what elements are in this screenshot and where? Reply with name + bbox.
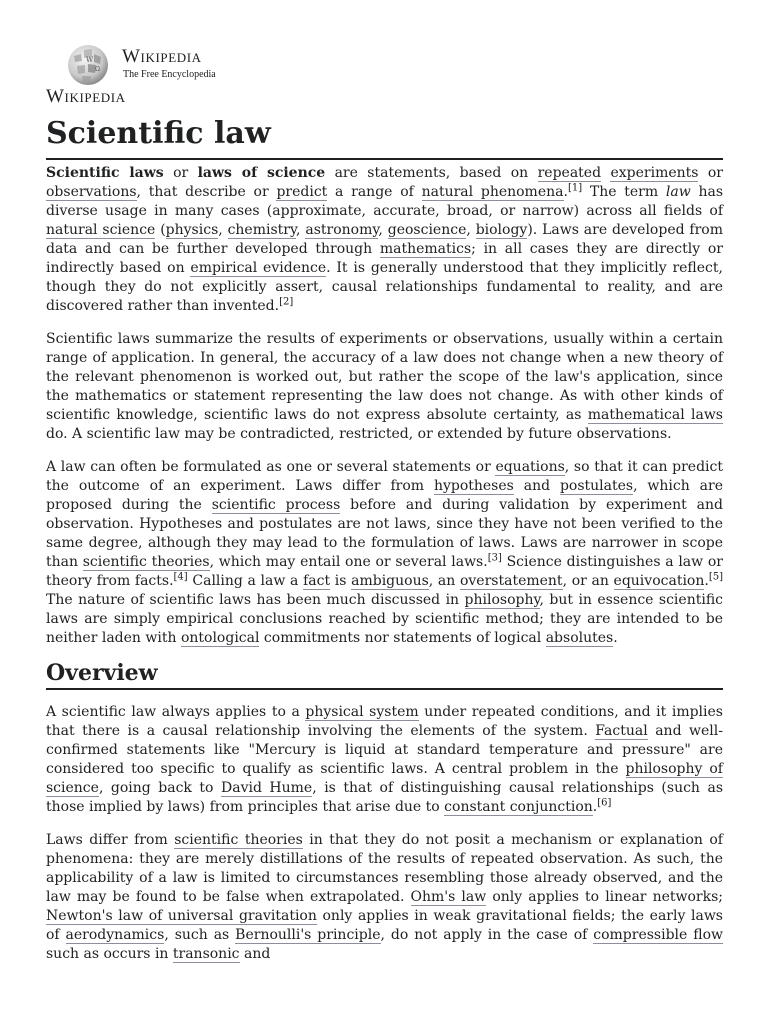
text-run: , an	[428, 573, 460, 589]
wiki-link[interactable]: absolutes	[545, 630, 614, 646]
text-run: , which are proposed during the	[46, 478, 723, 513]
paragraph	[46, 164, 723, 316]
text-run: a range of	[327, 184, 422, 200]
text-run: or	[163, 165, 198, 181]
wiki-link[interactable]: natural science	[46, 222, 156, 238]
text-run: (	[155, 222, 166, 238]
wiki-link[interactable]: mathematics	[379, 241, 472, 257]
bold-term: laws of science	[197, 165, 326, 181]
text-run: , so that it can predict the outcome of an experiment. Laws differ from	[46, 459, 723, 494]
text-run: ; in all cases they are directly or indirectly based on	[46, 241, 723, 276]
paragraph	[46, 330, 723, 444]
text-run: , which may entail one or several laws.	[209, 554, 488, 570]
wiki-link[interactable]: ambiguous	[351, 573, 429, 589]
wiki-link[interactable]: philosophy of science	[46, 761, 723, 796]
text-run: Laws differ from	[46, 832, 175, 848]
wiki-link[interactable]: Bernoulli's principle	[235, 927, 381, 943]
title-rule	[46, 158, 723, 160]
text-run: do. A scientific law may be contradicted, restricted, or extended by future observations.	[46, 426, 672, 442]
wiki-link[interactable]: astronomy	[305, 222, 379, 238]
wiki-link[interactable]: constant conjunction	[444, 799, 593, 815]
text-run: ,	[466, 222, 476, 238]
logo-wordmark: Wikipedia	[122, 46, 202, 67]
wiki-link[interactable]: Ohm's law	[410, 889, 487, 905]
wiki-link[interactable]: physical system	[305, 704, 419, 720]
wiki-link[interactable]: experiments	[610, 165, 699, 181]
logo-tagline: The Free Encyclopedia	[123, 69, 216, 80]
wiki-link[interactable]: transonic	[172, 946, 240, 962]
text-run: ,	[218, 222, 228, 238]
text-run: such as occurs in	[46, 946, 173, 962]
reference-link[interactable]: [3]	[487, 552, 502, 564]
text-run: before and during validation by experiment and observation. Hypotheses and postulates are not laws, since they have not been verified to the same degree, although they may lead to the formulation of laws. Laws are narrower in scope than	[46, 497, 723, 570]
wiki-link[interactable]: aerodynamics	[65, 927, 165, 943]
wiki-link[interactable]: mathematical laws	[587, 407, 723, 423]
text-run: has diverse usage in many cases (approximate, accurate, broad, or narrow) across all fields of	[46, 184, 724, 219]
text-run: and well-confirmed statements like "Mercury is liquid at standard temperature and pressure" are considered too specific to qualify as scientific laws. A central problem in the	[46, 723, 723, 777]
svg-text:W: W	[86, 56, 94, 64]
italic-term: law	[665, 184, 691, 200]
wiki-link[interactable]: scientific process	[211, 497, 341, 513]
wiki-link[interactable]: equations	[495, 459, 565, 475]
bold-term: Scientific laws	[46, 165, 164, 181]
text-run: .	[563, 184, 568, 200]
reference-link[interactable]: [5]	[708, 571, 723, 583]
text-run: only applies in weak gravitational fields; the early laws of	[46, 908, 723, 943]
text-run: and	[513, 478, 560, 494]
text-run: .	[592, 799, 598, 815]
text-run: under repeated conditions, and it implies that there is a causal relationship involving the elements of the system.	[46, 704, 723, 739]
wiki-link[interactable]: observations	[46, 184, 137, 200]
text-run: , going back to	[98, 780, 221, 796]
reference-link[interactable]: [2]	[279, 296, 294, 308]
wiki-link[interactable]: scientific theories	[82, 554, 210, 570]
text-run: Calling a law a	[187, 573, 304, 589]
wiki-link[interactable]: scientific theories	[174, 832, 303, 848]
overview-rule	[46, 688, 723, 690]
text-run: ). Laws are developed from data and can be further developed through	[46, 222, 724, 257]
wiki-link[interactable]: fact	[303, 573, 331, 589]
text-run: are statements, based on	[325, 165, 538, 181]
wiki-link[interactable]: biology	[475, 222, 528, 238]
wiki-link[interactable]: physics	[165, 222, 219, 238]
text-run: , do not apply in the case of	[380, 927, 594, 943]
text-run: The nature of scientific laws has been much discussed in	[46, 592, 465, 608]
page-title: Scientific law	[46, 116, 271, 151]
overview-section	[46, 703, 723, 978]
text-run: ,	[296, 222, 306, 238]
intro-section	[46, 164, 723, 662]
text-run: A scientific law always applies to a	[46, 704, 306, 720]
text-run: .	[704, 573, 709, 589]
reference-link[interactable]: [6]	[597, 797, 612, 809]
text-run: , such as	[164, 927, 236, 943]
wiki-link[interactable]: chemistry	[227, 222, 297, 238]
text-run: or	[698, 165, 723, 181]
text-run: and	[239, 946, 271, 962]
reference-link[interactable]: [1]	[567, 182, 583, 194]
text-run: commitments nor statements of logical	[259, 630, 546, 646]
paragraph	[46, 703, 723, 817]
text-run: . It is generally understood that they implicitly reflect, though they do not explicitly assert, causal relationships fundamental to reality, and are discovered rather than invented.	[46, 260, 723, 314]
wiki-link[interactable]: equivocation	[613, 573, 705, 589]
wiki-link[interactable]: repeated	[537, 165, 602, 181]
text-run: The term	[582, 184, 666, 200]
section-heading-overview: Overview	[46, 660, 158, 686]
text-run: .	[613, 630, 618, 646]
reference-link[interactable]: [4]	[173, 571, 188, 583]
text-run: , or an	[562, 573, 614, 589]
wiki-link[interactable]: postulates	[559, 478, 634, 494]
wiki-link[interactable]: David Hume	[221, 780, 313, 796]
wiki-link[interactable]: geoscience	[387, 222, 467, 238]
text-run: , but in essence scientific laws are simply empirical conclusions reached by scientific method; they are intended to be neither laden with	[46, 592, 723, 646]
wiki-link[interactable]: hypotheses	[433, 478, 514, 494]
text-run: Science distinguishes a law or theory from facts.	[46, 554, 723, 589]
wiki-link[interactable]: natural phenomena	[421, 184, 564, 200]
wiki-link[interactable]: overstatement	[459, 573, 563, 589]
text-run: ,	[378, 222, 388, 238]
wiki-link[interactable]: Factual	[595, 723, 648, 739]
wiki-link[interactable]: predict	[276, 184, 328, 200]
wiki-link[interactable]: empirical evidence	[190, 260, 327, 276]
text-run: in that they do not posit a mechanism or explanation of phenomena: they are merely distillations of the results of repeated observation. As such, the applicability of a law is limited to circumstances resembling those already observed, and the law may be found to be false when extrapolated.	[46, 832, 723, 905]
wiki-link[interactable]: Newton's law of universal gravitation	[46, 908, 317, 924]
text-run: , that describe or	[136, 184, 277, 200]
wikipedia-globe-icon	[64, 42, 112, 86]
text-run: only applies to linear networks;	[486, 889, 724, 905]
logo-wordmark-below: Wikipedia	[46, 86, 126, 107]
wiki-link[interactable]: ontological	[180, 630, 260, 646]
text-run: is	[330, 573, 352, 589]
text-run: , is that of distinguishing causal relationships (such as those implied by laws) from principles that arise due to	[46, 780, 724, 815]
paragraph	[46, 458, 723, 648]
text-run: Scientific laws summarize the results of experiments or observations, usually within a certain range of application. In general, the accuracy of a law does not change when a new theory of the relevant phenomenon is worked out, but rather the scope of the law's application, since the mathematics or statement representing the law does not change. As with other kinds of scientific knowledge, scientific laws do not express absolute certainty, as	[46, 331, 723, 423]
wiki-link[interactable]: compressible flow	[593, 927, 723, 943]
paragraph	[46, 831, 723, 964]
text-run: A law can often be formulated as one or several statements or	[46, 459, 496, 475]
svg-text:Ω: Ω	[95, 66, 100, 73]
wiki-link[interactable]: philosophy	[464, 592, 540, 608]
